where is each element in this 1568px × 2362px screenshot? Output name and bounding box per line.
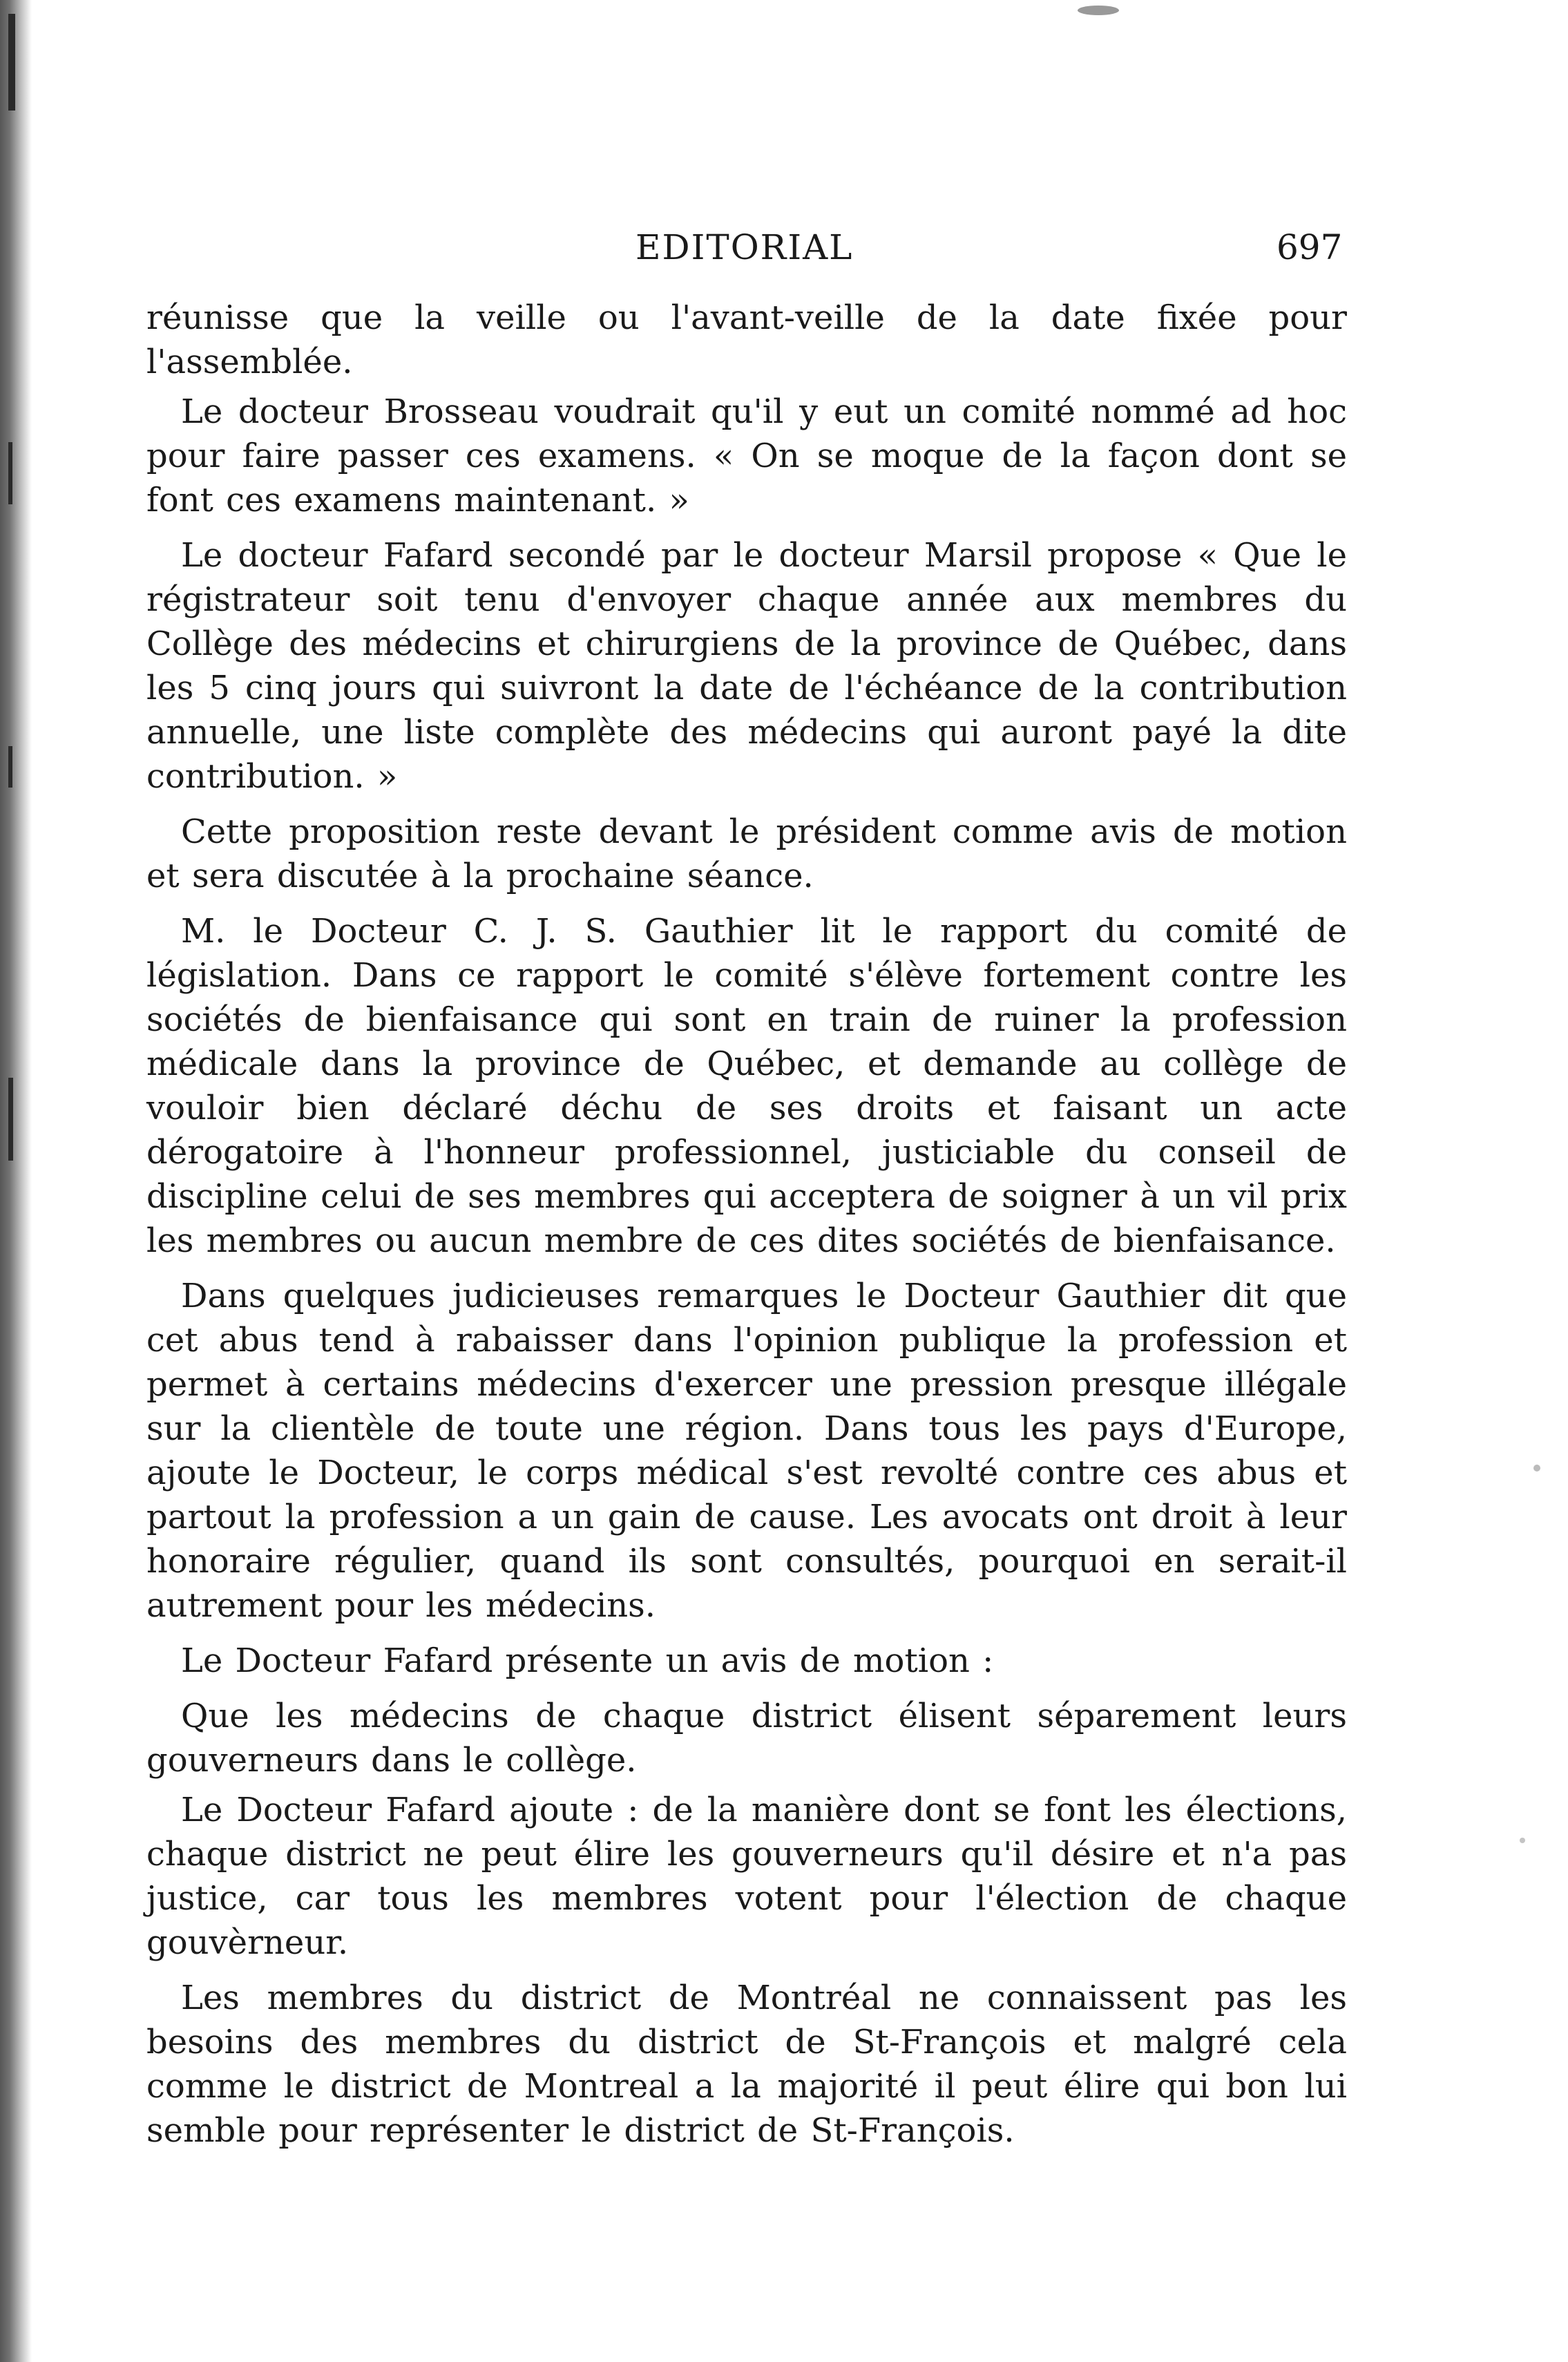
book-spine-shadow	[0, 0, 32, 2362]
body-text	[146, 296, 1347, 2153]
spine-mark	[8, 746, 12, 788]
page-header	[0, 220, 1568, 275]
paragraph: Le docteur Fafard secondé par le docteur Marsil propose « Que le régistrateur soit tenu d'envoyer chaque année aux membres du Collège des médecins et chirurgiens de la province de Québec, dans les 5 cinq jours qui suivront la date de l'échéance de la contribution annuelle, une liste complète des médecins qui auront payé la dite contribution. »	[146, 536, 1347, 796]
paragraph: Dans quelques judicieuses remarques le Docteur Gauthier dit que cet abus tend à rabaisser dans l'opinion publique la profession et permet à certains médecins d'exercer une pression presque illégale sur la clientèle de toute une région. Dans tous les pays d'Europe, ajoute le Docteur, le corps médical s'est revolté contre ces abus et partout la profession a un gain de cause. Les avocats ont droit à leur honoraire régulier, quand ils sont consultés, pourquoi en serait-il autrement pour les médecins.	[146, 1277, 1347, 1625]
page-number: 697	[1277, 227, 1343, 267]
paragraph: Les membres du district de Montréal ne connaissent pas les besoins des membres du district de St-François et malgré cela comme le district de Montreal a la majorité il peut élire qui bon lui semble pour représenter le district de St-François.	[146, 1979, 1347, 2150]
running-head: EDITORIAL	[635, 227, 854, 267]
paragraph: Le Docteur Fafard présente un avis de motion :	[181, 1641, 994, 1680]
paragraph: Le Docteur Fafard ajoute : de la manière dont se font les élections, chaque district ne peut élire les gouverneurs qu'il désire et n'a pas justice, car tous les membres votent pour l'élection de chaque gouvèrneur.	[146, 1791, 1347, 1962]
spine-mark	[8, 1078, 13, 1161]
paragraph: M. le Docteur C. J. S. Gauthier lit le rapport du comité de législation. Dans ce rapport le comité s'élève fortement contre les sociétés de bienfaisance qui sont en train de ruiner la profession médicale dans la province de Québec, et demande au collège de vouloir bien déclaré déchu de ses droits et faisant un acte dérogatoire à l'honneur professionnel, justiciable du conseil de discipline celui de ses membres qui acceptera de soigner à un vil prix les membres ou aucun membre de ces dites sociétés de bienfaisance.	[146, 912, 1347, 1260]
spine-mark	[8, 14, 15, 111]
print-speck	[1520, 1838, 1525, 1843]
paragraph: Cette proposition reste devant le président comme avis de motion et sera discutée à la prochaine séance.	[146, 812, 1347, 895]
print-speck	[1533, 1465, 1540, 1472]
paragraph: Que les médecins de chaque district élisent séparement leurs gouverneurs dans le collège.	[146, 1697, 1347, 1780]
print-speck	[1078, 6, 1119, 15]
paragraph: Le docteur Brosseau voudrait qu'il y eut un comité nommé ad hoc pour faire passer ces examens. « On se moque de la façon dont se font ces examens maintenant. »	[146, 392, 1347, 520]
spine-mark	[8, 442, 12, 504]
paragraph: réunisse que la veille ou l'avant-veille de la date fixée pour l'assemblée.	[146, 298, 1347, 381]
